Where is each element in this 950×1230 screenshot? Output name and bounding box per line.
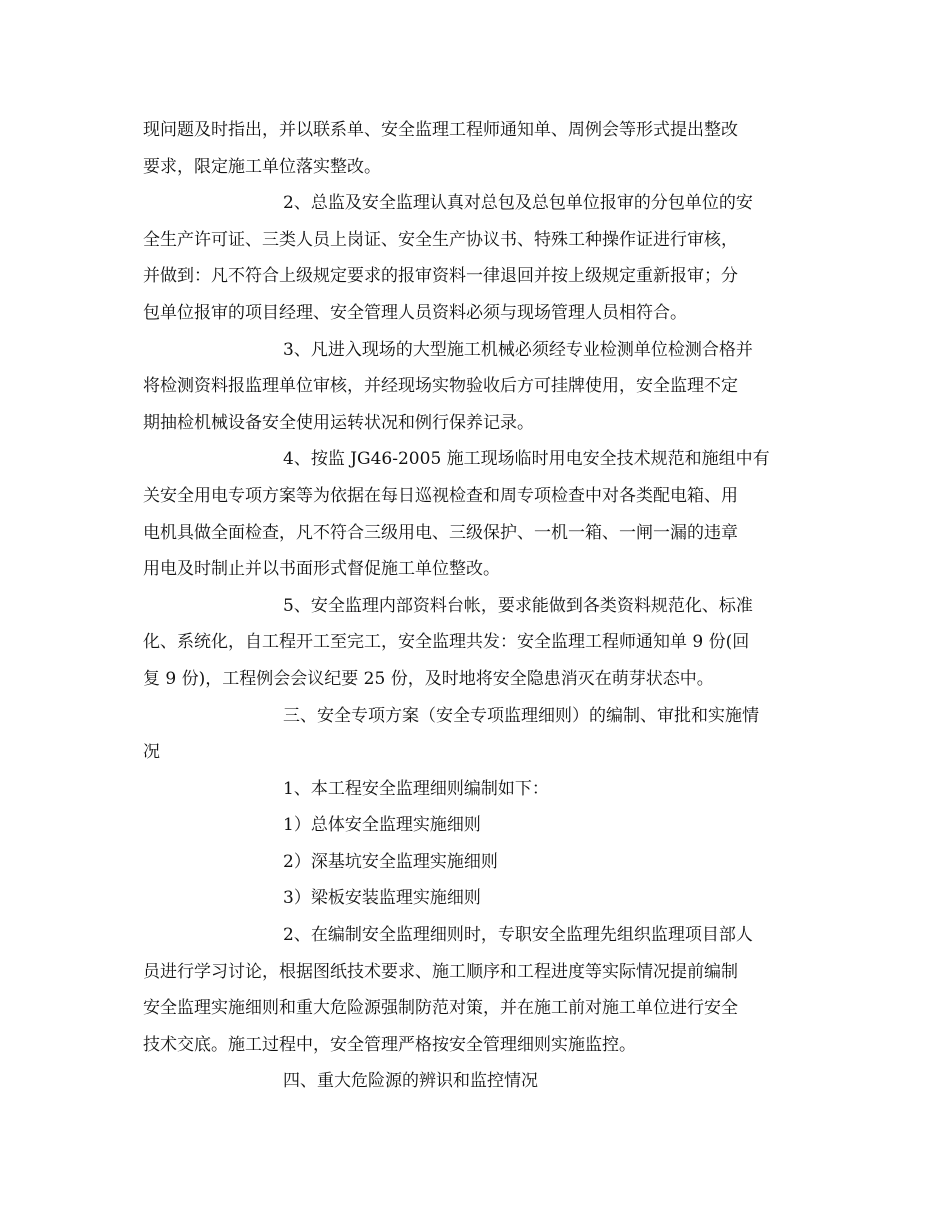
text-line: 期抽检机械设备安全使用运转状况和例行保养记录。 [143,412,534,433]
text-line: 要求，限定施工单位落实整改。 [143,156,381,177]
paragraph-list-intro [143,771,813,808]
text-line: 技术交底。施工过程中，安全管理严格按安全管理细则实施监控。 [143,1034,636,1055]
list-item [143,807,813,844]
paragraph-item-3 [143,332,813,442]
text-line: 2、总监及安全监理认真对总包及总包单位报审的分包单位的安 [283,193,753,214]
text-line: 三、安全专项方案（安全专项监理细则）的编制、审批和实施情 [283,705,759,726]
text-line: 复 9 份)，工程例会会议纪要 25 份，及时地将安全隐患消灭在萌芽状态中。 [143,668,714,689]
text-line: 4、按监 JG46-2005 施工现场临时用电安全技术规范和施组中有 [283,449,770,470]
text-line: 2）深基坑安全监理实施细则 [283,851,498,872]
text-line: 5、安全监理内部资料台帐，要求能做到各类资料规范化、标准 [283,595,753,616]
text-line: 3、凡进入现场的大型施工机械必须经专业检测单位检测合格并 [283,339,753,360]
section-heading-3 [143,698,813,771]
text-line: 化、系统化，自工程开工至完工，安全监理共发：安全监理工程师通知单 9 份(回 [143,632,750,653]
text-line: 全生产许可证、三类人员上岗证、安全生产协议书、特殊工种操作证进行审核， [143,229,738,250]
section-heading-4 [143,1063,813,1100]
text-line: 1）总体安全监理实施细则 [283,815,481,836]
text-line: 员进行学习讨论，根据图纸技术要求、施工顺序和工程进度等实际情况提前编制 [143,961,738,982]
paragraph-item-2 [143,185,813,331]
paragraph-section3-item-2 [143,917,813,1063]
list-item [143,880,813,917]
text-line: 电机具做全面检查，凡不符合三级用电、三级保护、一机一箱、一闸一漏的违章 [143,522,738,543]
text-line: 现问题及时指出，并以联系单、安全监理工程师通知单、周例会等形式提出整改 [143,120,738,140]
list-item [143,844,813,881]
text-line: 关安全用电专项方案等为依据在每日巡视检查和周专项检查中对各类配电箱、用 [143,485,738,506]
text-line: 并做到：凡不符合上级规定要求的报审资料一律退回并按上级规定重新报审；分 [143,266,738,287]
text-line: 将检测资料报监理单位审核，并经现场实物验收后方可挂牌使用，安全监理不定 [143,376,738,397]
paragraph-item-5 [143,588,813,698]
text-line: 1、本工程安全监理细则编制如下： [283,778,549,799]
text-line: 四、重大危险源的辨识和监控情况 [283,1071,538,1092]
text-line: 用电及时制止并以书面形式督促施工单位整改。 [143,559,500,580]
text-line: 3）梁板安装监理实施细则 [283,888,481,909]
text-line: 2、在编制安全监理细则时，专职安全监理先组织监理项目部人 [283,925,753,946]
paragraph-item-4 [143,441,813,587]
text-line: 况 [143,742,160,763]
paragraph-continuation [143,112,813,185]
text-line: 安全监理实施细则和重大危险源强制防范对策，并在施工前对施工单位进行安全 [143,998,738,1019]
document-body [143,112,813,1100]
text-line: 包单位报审的项目经理、安全管理人员资料必须与现场管理人员相符合。 [143,302,687,323]
